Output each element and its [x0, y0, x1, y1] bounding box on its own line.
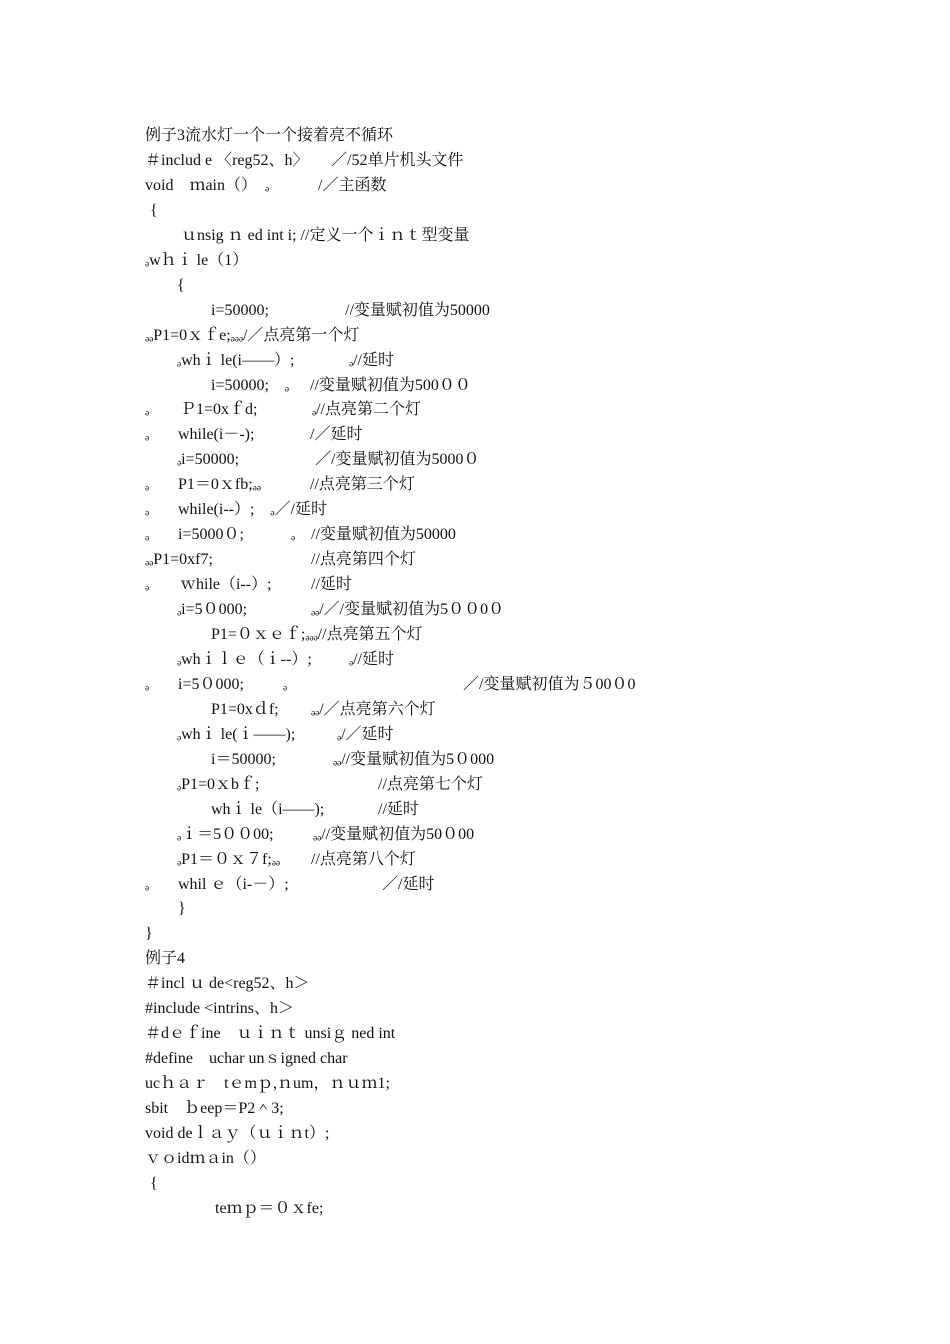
text-segment: /／主函数: [318, 177, 387, 194]
text-segment: ₔₔP1=0ｘｆe;ₔₔₔ/／点亮第一个灯: [145, 327, 360, 344]
text-segment: whil ｅ（i-－）;: [178, 876, 289, 893]
text-segment: ₔₔP1=0xf7;: [145, 551, 213, 568]
text-line: [0, 1099, 950, 1119]
text-line: [0, 400, 950, 420]
text-segment: while(i--）; ₔ／/延时: [178, 501, 327, 518]
text-segment: ₔₔ/／点亮第六个灯: [311, 701, 436, 718]
text-segment: ₔi=5０000;: [177, 601, 248, 618]
text-line: [0, 750, 950, 770]
text-line: [0, 425, 950, 445]
text-line: [0, 1199, 950, 1219]
text-segment: i=50000; ₔ: [211, 377, 290, 394]
text-segment: ₔ//点亮第二个灯: [312, 401, 421, 418]
text-segment: #define uchar unｓigned char: [145, 1050, 348, 1067]
text-line: [0, 575, 950, 595]
text-segment: ₔwhｉｌｅ（ｉ--）;: [177, 651, 312, 668]
text-segment: //点亮第四个灯: [311, 551, 416, 568]
text-segment: {: [150, 1175, 158, 1192]
text-segment: {: [150, 202, 158, 219]
text-segment: Ｐ1=0xｆd;: [180, 401, 258, 418]
text-segment: ₔ//延时: [349, 651, 394, 668]
text-line: [0, 500, 950, 520]
text-segment: 例子4: [145, 950, 186, 967]
text-line: [0, 999, 950, 1019]
text-line: [0, 899, 950, 919]
text-segment: i=5０000;: [178, 676, 244, 693]
text-line: [0, 924, 950, 944]
text-segment: //变量赋初值为50000: [311, 526, 456, 543]
text-line: [0, 825, 950, 845]
text-segment: P1=0xｄf;: [211, 701, 279, 718]
text-segment: ₔ/／延时: [337, 726, 394, 743]
text-line: [0, 301, 950, 321]
text-segment: ₔ: [145, 501, 150, 518]
text-segment: ＃incl ｕ de<reg52、h＞: [145, 975, 310, 992]
text-segment: //点亮第三个灯: [310, 476, 415, 493]
text-line: [0, 376, 950, 396]
text-segment: ｗhile（i--）;: [180, 576, 272, 593]
text-line: [0, 625, 950, 645]
text-line: [0, 1074, 950, 1094]
text-line: [0, 1024, 950, 1044]
text-segment: ／/变量赋初值为5000０: [315, 451, 480, 468]
text-segment: ₔ: [145, 476, 150, 493]
text-line: [0, 850, 950, 870]
text-line: [0, 226, 950, 246]
text-segment: {: [177, 277, 185, 294]
text-segment: whｉ le（i——);: [211, 801, 325, 818]
text-segment: ₔ: [283, 676, 288, 693]
text-segment: }: [145, 925, 153, 942]
text-segment: ₔ: [145, 401, 150, 418]
text-line: [0, 974, 950, 994]
text-segment: P1＝0ｘfb;ₔₔ: [178, 476, 261, 493]
text-segment: sbit ｂeep＝P2＾3;: [145, 1100, 284, 1117]
text-segment: ｕnsig ｎ ed int i; //定义一个ｉｎｔ型变量: [181, 227, 470, 244]
text-segment: ₔP1＝０ｘ７f;ₔₔ: [177, 851, 280, 868]
text-segment: //延时: [378, 801, 419, 818]
text-segment: ／/52单片机头文件: [331, 152, 464, 169]
text-segment: i=5000０;: [178, 526, 244, 543]
text-segment: P1=０ｘｅｆ;ₔₔₔ//点亮第五个灯: [211, 626, 423, 643]
text-segment: //变量赋初值为500００: [310, 377, 471, 394]
text-line: [0, 201, 950, 221]
text-segment: ₔwhｉ le(i——）;: [177, 352, 295, 369]
text-line: [0, 675, 950, 695]
text-segment: ₔ: [145, 676, 150, 693]
text-segment: while(i－-);: [178, 426, 255, 443]
text-line: [0, 176, 950, 196]
text-segment: //点亮第七个灯: [378, 776, 483, 793]
text-segment: //变量赋初值为50000: [345, 302, 490, 319]
text-segment: ₔₔ/／/变量赋初值为5００0０: [311, 601, 505, 618]
text-line: [0, 525, 950, 545]
text-segment: }: [178, 900, 186, 917]
text-line: [0, 600, 950, 620]
text-segment: ₔ: [145, 426, 150, 443]
text-line: [0, 251, 950, 271]
text-line: [0, 1049, 950, 1069]
text-line: [0, 725, 950, 745]
text-line: [0, 775, 950, 795]
text-segment: ／/变量赋初值为５00０0: [463, 676, 636, 693]
text-segment: ₔ: [145, 526, 150, 543]
text-segment: ／/延时: [382, 876, 435, 893]
text-segment: /／延时: [310, 426, 363, 443]
text-segment: teｍｐ＝０ｘfe;: [215, 1200, 324, 1217]
text-line: [0, 700, 950, 720]
text-line: [0, 126, 950, 146]
text-line: [0, 351, 950, 371]
text-segment: ₔ//延时: [349, 352, 394, 369]
text-segment: ｖｏidｍａin（）: [145, 1150, 266, 1167]
text-segment: ＃includ e 〈reg52、h〉: [145, 152, 309, 169]
text-line: [0, 1124, 950, 1144]
text-line: [0, 276, 950, 296]
text-segment: #include <intrins、h＞: [145, 1000, 295, 1017]
text-segment: ₔₔ//变量赋初值为5０000: [333, 751, 495, 768]
text-line: [0, 875, 950, 895]
text-segment: 例子3流水灯一个一个接着亮不循环: [145, 127, 394, 144]
text-line: [0, 475, 950, 495]
text-segment: ₔ: [291, 526, 296, 543]
text-line: [0, 800, 950, 820]
text-line: [0, 151, 950, 171]
text-line: [0, 326, 950, 346]
text-segment: ₔ: [145, 876, 150, 893]
text-segment: //点亮第八个灯: [311, 851, 416, 868]
text-segment: ₔｉ＝5００00;: [177, 826, 274, 843]
text-segment: void ｍain（） ₔ: [145, 177, 270, 194]
text-segment: ₔwhｉ le(ｉ——);: [177, 726, 296, 743]
text-segment: ucｈａｒ tｅmｐ,ｎum，ｎｕｍ1;: [145, 1075, 390, 1092]
text-segment: ₔ: [145, 576, 150, 593]
text-line: [0, 550, 950, 570]
text-segment: ₔₔ//变量赋初值为50０00: [313, 826, 475, 843]
text-segment: //延时: [311, 576, 352, 593]
text-segment: ₔP1=0ｘbｆ;: [177, 776, 260, 793]
text-segment: ₔwｈｉ le（1）: [145, 252, 249, 269]
text-segment: void deｌａｙ（ｕｉｎt）;: [145, 1125, 330, 1142]
text-segment: ₔi=50000;: [177, 451, 240, 468]
text-line: [0, 450, 950, 470]
text-segment: i=50000;: [211, 302, 269, 319]
text-line: [0, 1149, 950, 1169]
text-line: [0, 1174, 950, 1194]
text-segment: ＃dｅｆine ｕｉｎｔ unsiｇ ned int: [145, 1025, 396, 1042]
text-line: [0, 949, 950, 969]
text-segment: i＝50000;: [211, 751, 276, 768]
text-line: [0, 650, 950, 670]
